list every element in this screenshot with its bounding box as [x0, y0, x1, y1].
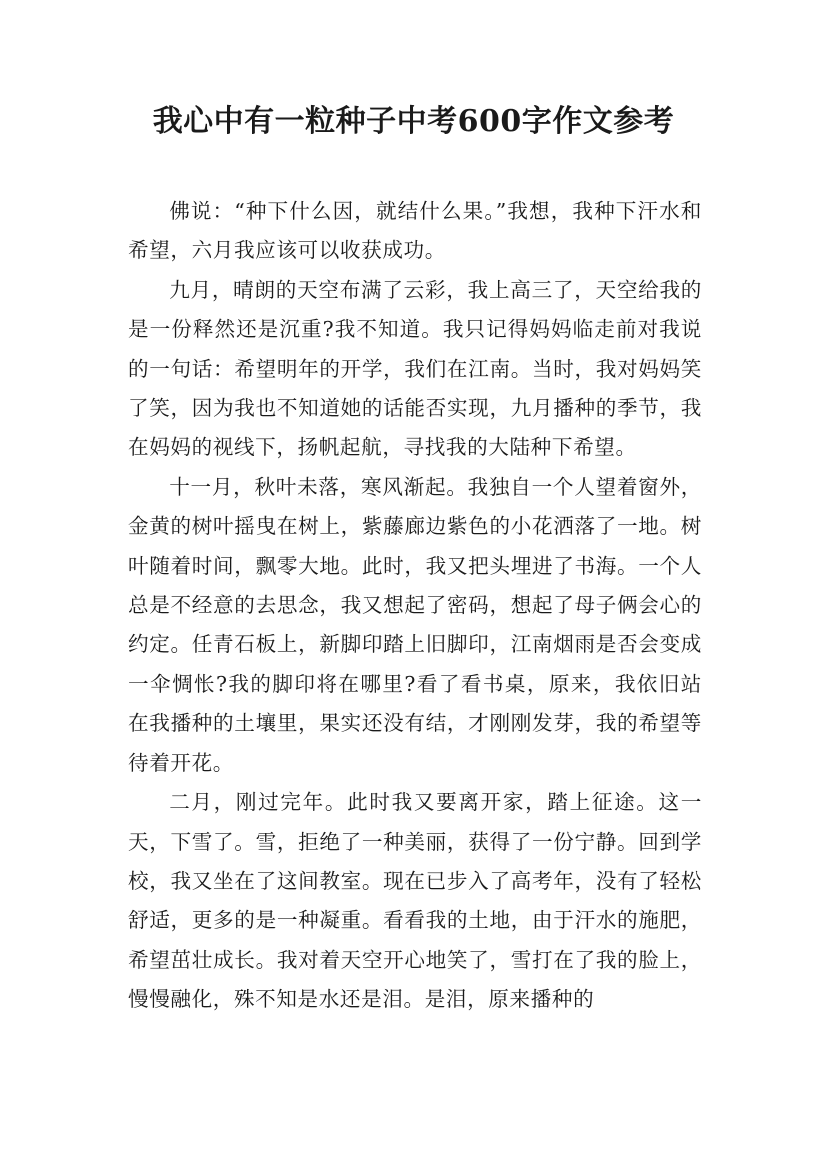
page-title: 我心中有一粒种子中考600字作文参考	[152, 104, 675, 139]
paragraph-3: 十一月，秋叶未落，寒风渐起。我独自一个人望着窗外，金黄的树叶摇曳在树上，紫藤廊边紫色的小花洒落了一地。树叶随着时间，飘零大地。此时，我又把头埋进了书海。一个人总是不经意的去思念，我又想起了密码，想起了母子俩会心的约定。任青石板上，新脚印踏上旧脚印，江南烟雨是否会变成一伞惆怅?我的脚印将在哪里?看了看书桌，原来，我依旧站在我播种的土壤里，果实还没有结，才刚刚发芽，我的希望等待着开花。	[128, 474, 702, 775]
paragraph-2: 九月，晴朗的天空布满了云彩，我上高三了，天空给我的是一份释然还是沉重?我不知道。我只记得妈妈临走前对我说的一句话：希望明年的开学，我们在江南。当时，我对妈妈笑了笑，因为我也不知道她的话能否实现，九月播种的季节，我在妈妈的视线下，扬帆起航，寻找我的大陆种下希望。	[128, 277, 702, 460]
paragraph-4: 二月，刚过完年。此时我又要离开家，踏上征途。这一天，下雪了。雪，拒绝了一种美丽，获得了一份宁静。回到学校，我又坐在了这间教室。现在已步入了高考年，没有了轻松舒适，更多的是一种凝重。看看我的土地，由于汗水的施肥，希望茁壮成长。我对着天空开心地笑了，雪打在了我的脸上，慢慢融化，殊不知是水还是泪。是泪，原来播种的	[128, 790, 702, 1012]
paragraph-1: 佛说：“种下什么因，就结什么果。”我想，我种下汗水和希望，六月我应该可以收获成功。	[128, 199, 702, 263]
essay-body	[128, 192, 702, 1020]
